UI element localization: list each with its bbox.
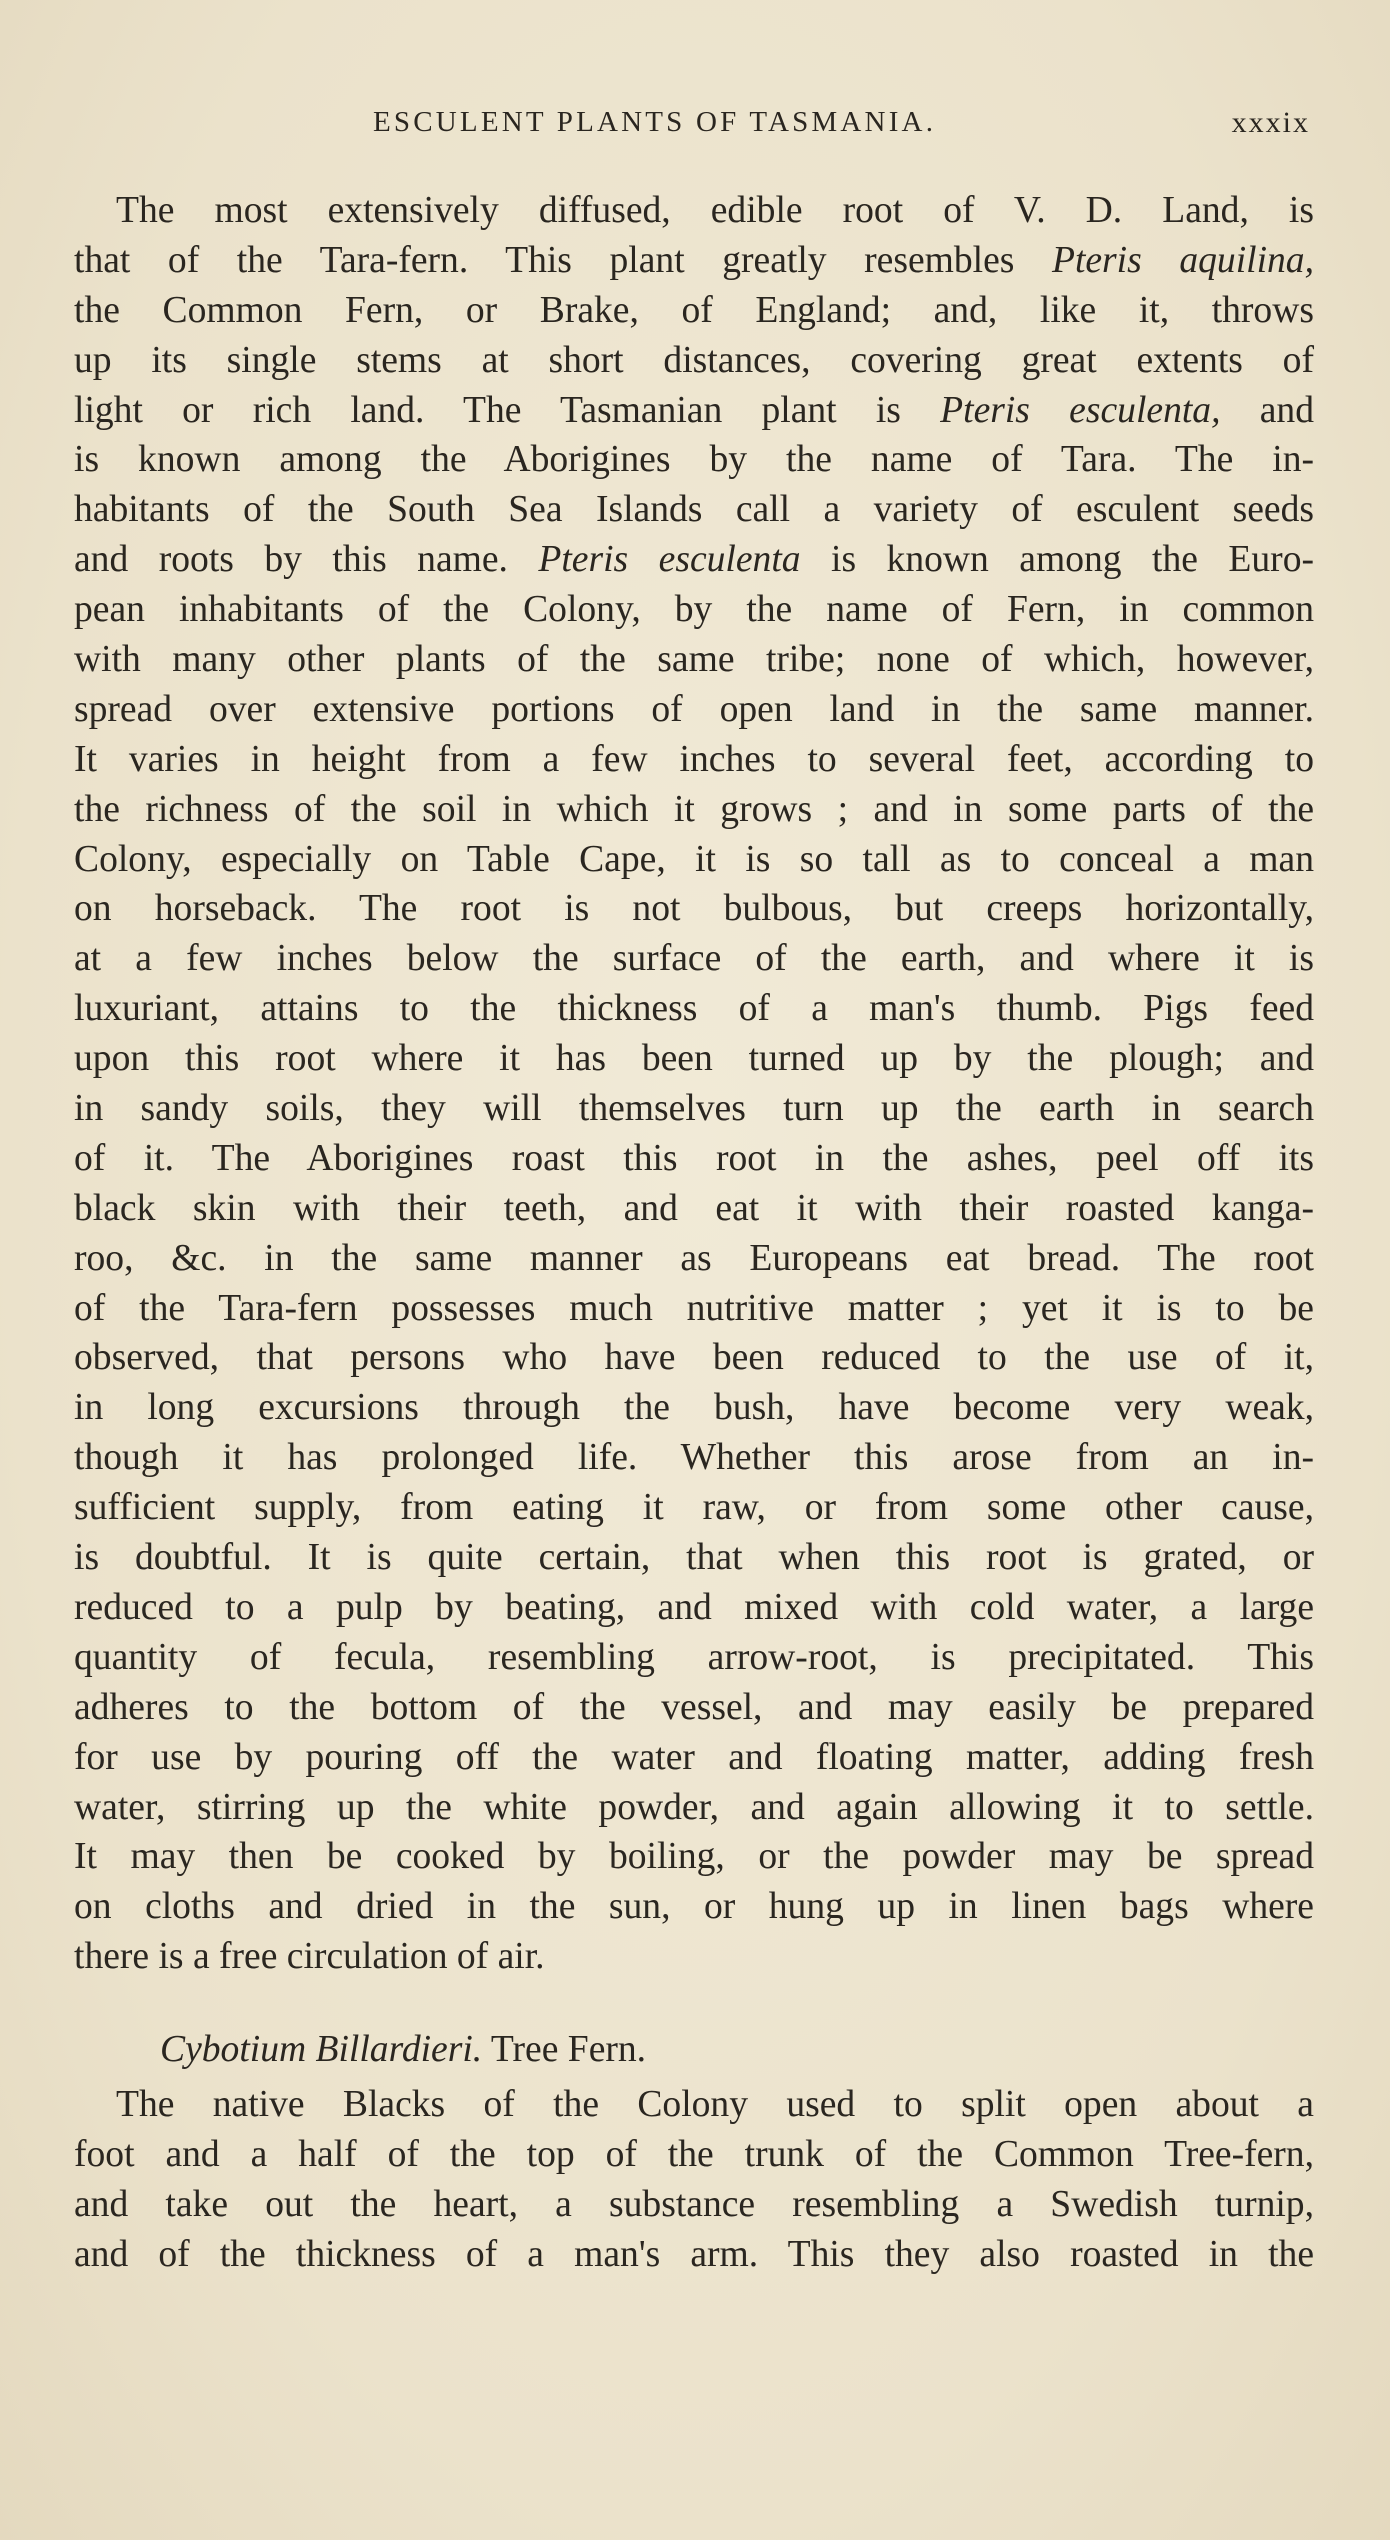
text-line: [74, 685, 1314, 735]
text-segment: upon this root where it has been turned up by the plough; and: [74, 1038, 1314, 1080]
text-line: [74, 1084, 1314, 1134]
text-line: [74, 2230, 1314, 2280]
text-line: [74, 1783, 1314, 1833]
text-segment: is doubtful. It is quite certain, that when this root is grated, or: [74, 1537, 1314, 1579]
italic-text: Pteris esculenta: [538, 539, 801, 581]
text-line: [74, 186, 1314, 236]
text-line: [74, 2130, 1314, 2180]
text-segment: at a few inches below the surface of the earth, and where it is: [74, 938, 1314, 980]
text-segment: the Common Fern, or Brake, of England; and, like it, throws: [74, 289, 1314, 331]
text-segment: It varies in height from a few inches to several feet, according to: [74, 738, 1314, 780]
text-segment: on horseback. The root is not bulbous, but creeps horizontally,: [74, 888, 1314, 930]
text-line: [74, 485, 1314, 535]
text-line: [74, 1733, 1314, 1783]
running-head: [0, 106, 1390, 146]
text-segment: is known among the Aborigines by the name of Tara. The in-: [74, 439, 1314, 481]
italic-text: Pteris aquilina,: [1051, 239, 1314, 281]
text-segment: that of the Tara-fern. This plant greatly resembles: [74, 239, 1052, 281]
text-line: [74, 2080, 1314, 2130]
text-segment: and roots by this name.: [74, 539, 539, 581]
text-segment: for use by pouring off the water and floating matter, adding fresh: [74, 1736, 1314, 1778]
text-segment: pean inhabitants of the Colony, by the name of Fern, in common: [74, 589, 1314, 631]
text-segment: roo, &c. in the same manner as Europeans eat bread. The root: [74, 1237, 1314, 1279]
text-line: [74, 1932, 1314, 1982]
text-line: [74, 1034, 1314, 1084]
section-heading-tree-fern: [160, 2025, 646, 2075]
text-line: [74, 236, 1314, 286]
text-line: [74, 2180, 1314, 2230]
text-line: [74, 535, 1314, 585]
text-line: [74, 934, 1314, 984]
text-segment: of the Tara-fern possesses much nutritive matter ; yet it is to be: [74, 1287, 1314, 1329]
text-segment: adheres to the bottom of the vessel, and may easily be prepared: [74, 1686, 1314, 1728]
text-line: [74, 585, 1314, 635]
text-segment: light or rich land. The Tasmanian plant is: [74, 389, 941, 431]
text-segment: though it has prolonged life. Whether this arose from an in-: [74, 1437, 1314, 1479]
text-segment: observed, that persons who have been reduced to the use of it,: [74, 1337, 1314, 1379]
text-segment: spread over extensive portions of open land in the same manner.: [74, 688, 1314, 730]
text-line: [74, 1533, 1314, 1583]
text-line: [74, 1134, 1314, 1184]
text-line: [74, 735, 1314, 785]
running-title: ESCULENT PLANTS OF TASMANIA.: [373, 106, 937, 138]
text-segment: Tree Fern.: [482, 2029, 647, 2070]
text-line: [74, 835, 1314, 885]
text-line: [74, 1234, 1314, 1284]
paragraph-tara-fern: [74, 186, 1314, 1982]
text-segment: and: [1220, 389, 1314, 431]
text-line: [74, 1583, 1314, 1633]
text-segment: foot and a half of the top of the trunk of the Common Tree-fern,: [74, 2133, 1314, 2175]
text-segment: the richness of the soil in which it grows ; and in some parts of the: [74, 788, 1314, 830]
text-segment: quantity of fecula, resembling arrow-root, is precipitated. This: [74, 1636, 1314, 1678]
text-segment: with many other plants of the same tribe; none of which, however,: [74, 639, 1314, 681]
paragraph-tree-fern: [74, 2080, 1314, 2280]
text-line: [74, 1433, 1314, 1483]
text-line: [74, 884, 1314, 934]
text-segment: and of the thickness of a man's arm. This they also roasted in the: [74, 2233, 1314, 2275]
text-line: [74, 1882, 1314, 1932]
text-segment: habitants of the South Sea Islands call a variety of esculent seeds: [74, 489, 1314, 531]
text-segment: up its single stems at short distances, covering great extents of: [74, 339, 1314, 381]
page-number: xxxix: [1231, 106, 1310, 139]
text-segment: water, stirring up the white powder, and again allowing it to settle.: [74, 1786, 1314, 1828]
text-line: [74, 1832, 1314, 1882]
text-line: [74, 1633, 1314, 1683]
italic-text: Pteris esculenta,: [940, 389, 1221, 431]
text-line: [74, 984, 1314, 1034]
text-line: [74, 336, 1314, 386]
italic-text: Cybotium Billardieri.: [160, 2029, 483, 2070]
text-segment: The most extensively diffused, edible root of V. D. Land, is: [116, 190, 1314, 231]
text-segment: Colony, especially on Table Cape, it is so tall as to conceal a man: [74, 838, 1314, 880]
text-segment: The native Blacks of the Colony used to split open about a: [116, 2084, 1314, 2125]
text-segment: in sandy soils, they will themselves turn up the earth in search: [74, 1088, 1314, 1130]
text-line: [74, 1284, 1314, 1334]
text-line: [74, 1683, 1314, 1733]
text-segment: in long excursions through the bush, have become very weak,: [74, 1387, 1314, 1429]
text-line: [74, 785, 1314, 835]
text-line: [74, 435, 1314, 485]
text-segment: sufficient supply, from eating it raw, or from some other cause,: [74, 1487, 1314, 1529]
text-line: [74, 1333, 1314, 1383]
text-segment: there is a free circulation of air.: [74, 1936, 545, 1978]
text-segment: black skin with their teeth, and eat it with their roasted kanga-: [74, 1187, 1314, 1229]
text-line: [74, 386, 1314, 436]
text-line: [74, 286, 1314, 336]
text-segment: luxuriant, attains to the thickness of a man's thumb. Pigs feed: [74, 988, 1314, 1030]
text-segment: of it. The Aborigines roast this root in the ashes, peel off its: [74, 1137, 1314, 1179]
text-segment: It may then be cooked by boiling, or the powder may be spread: [74, 1836, 1314, 1878]
text-segment: reduced to a pulp by beating, and mixed with cold water, a large: [74, 1586, 1314, 1628]
text-line: [74, 1383, 1314, 1433]
text-segment: is known among the Euro-: [800, 539, 1314, 581]
text-line: [74, 1184, 1314, 1234]
text-segment: and take out the heart, a substance resembling a Swedish turnip,: [74, 2183, 1314, 2225]
text-line: [74, 635, 1314, 685]
text-line: [74, 1483, 1314, 1533]
text-segment: on cloths and dried in the sun, or hung up in linen bags where: [74, 1886, 1314, 1928]
